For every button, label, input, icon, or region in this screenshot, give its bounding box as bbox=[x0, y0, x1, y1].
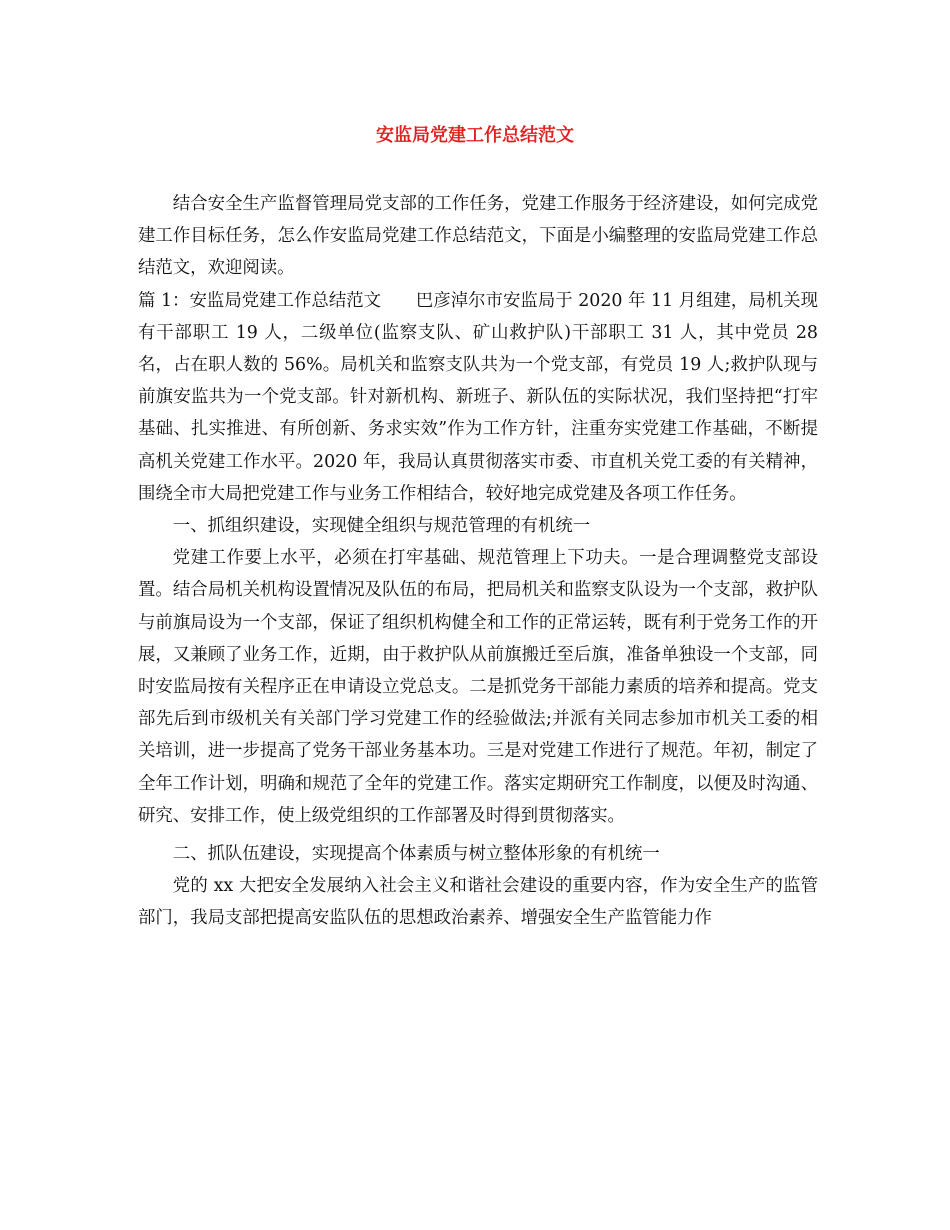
intro-paragraph: 结合安全生产监督管理局党支部的工作任务，党建工作服务于经济建设，如何完成党建工作目标任务，怎么作安监局党建工作总结范文，下面是小编整理的安监局党建工作总结范文，欢迎阅读。 bbox=[138, 194, 818, 279]
section-one-paragraph: 党建工作要上水平，必须在打牢基础、规范管理上下功夫。一是合理调整党支部设置。结合局机关机构设置情况及队伍的布局，把局机关和监察支队设为一个支部，救护队与前旗局设为一个支部，保证了组织机构健全和工作的正常运转，既有利于党务工作的开展，又兼顾了业务工作，近期，由于救护队从前旗搬迁至后旗，准备单独设一个支部，同时安监局按有关程序正在申请设立党总支。二是抓党务干部能力素质的培养和提高。党支部先后到市级机关有关部门学习党建工作的经验做法;并派有关同志参加市机关工委的相关培训，进一步提高了党务干部业务基本功。三是对党建工作进行了规范。年初，制定了全年工作计划，明确和规范了全年的党建工作。落实定期研究工作制度，以便及时沟通、研究、安排工作，使上级党组织的工作部署及时得到贯彻落实。 bbox=[138, 548, 818, 826]
section-two-paragraph: 党的 xx 大把安全发展纳入社会主义和谐社会建设的重要内容，作为安全生产的监管部门，我局支部把提高安监队伍的思想政治素养、增强安全生产监管能力作 bbox=[138, 876, 818, 929]
document-body bbox=[138, 188, 818, 935]
section-heading-one: 一、抓组织建设，实现健全组织与规范管理的有机统一 bbox=[172, 516, 591, 537]
document-title: 安监局党建工作总结范文 bbox=[376, 125, 574, 146]
article-one-paragraph: 篇 1：安监局党建工作总结范文 巴彦淖尔市安监局于 2020 年 11 月组建，局机关现有干部职工 19 人，二级单位(监察支队、矿山救护队)干部职工 31 人，其中党员 28 名，占在职人数的 56%。局机关和监察支队共为一个党支部，有党员 19 人;救护队现与前旗安监共为一个党支部。针对新机构、新班子、新队伍的实际状况，我们坚持把“打牢基础、扎实推进、有所创新、务求实效”作为工作方针，注重夯实党建工作基础，不断提高机关党建工作水平。2020 年，我局认真贯彻落实市委、市直机关党工委的有关精神，围绕全市大局把党建工作与业务工作相结合，较好地完成党建及各项工作任务。 bbox=[138, 290, 818, 504]
section-heading-two: 二、抓队伍建设，实现提高个体素质与树立整体形象的有机统一 bbox=[172, 844, 660, 865]
